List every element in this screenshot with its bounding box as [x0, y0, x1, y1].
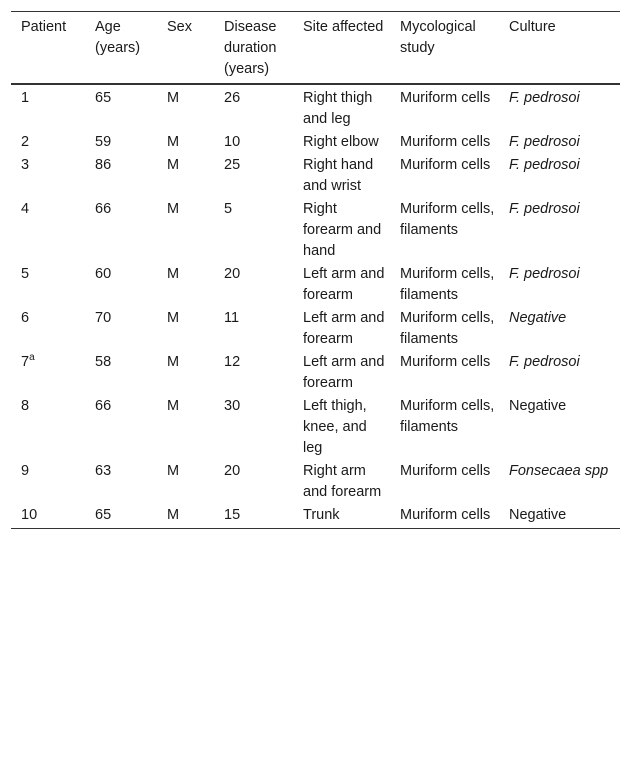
- cell-patient: [11, 155, 85, 199]
- cell-site-affected: [293, 155, 390, 199]
- cell-culture-text: F. pedrosoi: [509, 354, 580, 370]
- header-culture: Culture: [509, 19, 556, 35]
- cell-sex: [157, 308, 214, 352]
- cell-site-affected: [293, 308, 390, 352]
- cell-site-affected: [293, 132, 390, 155]
- cell-patient: [11, 132, 85, 155]
- cell-site-affected-text: Left arm and forearm: [303, 310, 385, 347]
- table-row: [11, 199, 620, 264]
- cell-age-text: 70: [95, 310, 112, 326]
- cell-sex: [157, 352, 214, 396]
- cell-patient-text: 9: [21, 463, 30, 479]
- cell-patient-text: 8: [21, 398, 30, 414]
- cell-mycological-study-text: Muriform cells, filaments: [400, 398, 495, 435]
- table-body: [11, 84, 620, 529]
- cell-disease-duration: [214, 505, 293, 529]
- table-row: [11, 84, 620, 132]
- cell-sex-text: M: [167, 134, 180, 150]
- cell-patient: [11, 461, 85, 505]
- cell-disease-duration: [214, 84, 293, 132]
- cell-sex: [157, 132, 214, 155]
- cell-site-affected-text: Right elbow: [303, 134, 379, 150]
- cell-patient: [11, 264, 85, 308]
- cell-age-text: 65: [95, 90, 112, 106]
- cell-site-affected-text: Left arm and forearm: [303, 354, 385, 391]
- cell-disease-duration-text: 25: [224, 157, 241, 173]
- cell-sex-text: M: [167, 398, 180, 414]
- table-row: [11, 264, 620, 308]
- header-mycological-study: Mycological study: [400, 19, 476, 56]
- cell-culture-text: F. pedrosoi: [509, 157, 580, 173]
- cell-age-text: 66: [95, 398, 112, 414]
- cell-patient: [11, 308, 85, 352]
- cell-age: [85, 396, 157, 461]
- cell-culture: [499, 264, 620, 308]
- header-site-affected: Site affected: [303, 19, 384, 35]
- cell-age-text: 86: [95, 157, 112, 173]
- cell-culture-text: F. pedrosoi: [509, 134, 580, 150]
- cell-mycological-study: [390, 505, 499, 529]
- cell-mycological-study: [390, 155, 499, 199]
- header-patient: Patient: [21, 19, 67, 35]
- cell-culture: [499, 308, 620, 352]
- cell-site-affected-text: Right arm and forearm: [303, 463, 382, 500]
- cell-culture-text: F. pedrosoi: [509, 266, 580, 282]
- cell-sex-text: M: [167, 354, 180, 370]
- cell-culture-text: F. pedrosoi: [509, 201, 580, 217]
- cell-age: [85, 155, 157, 199]
- table-row: [11, 155, 620, 199]
- patient-table-container: [11, 11, 620, 529]
- cell-patient: [11, 84, 85, 132]
- cell-culture: [499, 132, 620, 155]
- cell-disease-duration: [214, 308, 293, 352]
- cell-age-text: 66: [95, 201, 112, 217]
- cell-culture: [499, 155, 620, 199]
- cell-culture-text: Fonsecaea spp: [509, 463, 609, 479]
- table-row: [11, 505, 620, 529]
- table-row: [11, 308, 620, 352]
- cell-site-affected: [293, 352, 390, 396]
- cell-patient: [11, 352, 85, 396]
- header-row: [11, 12, 620, 85]
- table-row: [11, 461, 620, 505]
- cell-culture-text: F. pedrosoi: [509, 90, 580, 106]
- cell-site-affected-text: Right hand and wrist: [303, 157, 374, 194]
- cell-patient-text: 5: [21, 266, 30, 282]
- table-header: [11, 12, 620, 85]
- cell-mycological-study-text: Muriform cells: [400, 354, 491, 370]
- cell-age-text: 63: [95, 463, 112, 479]
- cell-site-affected-text: Trunk: [303, 507, 340, 523]
- cell-patient-text: 7: [21, 354, 30, 370]
- cell-site-affected: [293, 396, 390, 461]
- cell-disease-duration-text: 15: [224, 507, 241, 523]
- cell-sex-text: M: [167, 201, 180, 217]
- cell-age: [85, 308, 157, 352]
- cell-patient-text: 2: [21, 134, 30, 150]
- cell-culture-text: Negative: [509, 398, 567, 414]
- cell-culture: [499, 352, 620, 396]
- cell-patient-text: 4: [21, 201, 30, 217]
- cell-sex: [157, 505, 214, 529]
- cell-sex: [157, 155, 214, 199]
- cell-culture-text: Negative: [509, 310, 567, 326]
- cell-disease-duration: [214, 199, 293, 264]
- cell-mycological-study-text: Muriform cells: [400, 90, 491, 106]
- cell-disease-duration-text: 26: [224, 90, 241, 106]
- cell-mycological-study-text: Muriform cells: [400, 463, 491, 479]
- cell-age-text: 65: [95, 507, 112, 523]
- cell-disease-duration: [214, 352, 293, 396]
- cell-site-affected-text: Right thigh and leg: [303, 90, 373, 127]
- cell-mycological-study: [390, 461, 499, 505]
- cell-patient-text: 6: [21, 310, 30, 326]
- cell-site-affected: [293, 84, 390, 132]
- cell-sex: [157, 84, 214, 132]
- cell-age: [85, 132, 157, 155]
- cell-age-text: 58: [95, 354, 112, 370]
- cell-sex: [157, 396, 214, 461]
- cell-age: [85, 461, 157, 505]
- cell-culture: [499, 461, 620, 505]
- cell-mycological-study: [390, 396, 499, 461]
- cell-disease-duration-text: 5: [224, 201, 233, 217]
- cell-culture-text: Negative: [509, 507, 567, 523]
- cell-age-text: 59: [95, 134, 112, 150]
- cell-sex: [157, 199, 214, 264]
- cell-site-affected-text: Left arm and forearm: [303, 266, 385, 303]
- cell-mycological-study: [390, 264, 499, 308]
- cell-age: [85, 264, 157, 308]
- cell-patient: [11, 396, 85, 461]
- cell-culture: [499, 505, 620, 529]
- table-row: [11, 132, 620, 155]
- cell-disease-duration-text: 30: [224, 398, 241, 414]
- cell-culture: [499, 84, 620, 132]
- cell-mycological-study-text: Muriform cells, filaments: [400, 266, 495, 303]
- cell-site-affected: [293, 505, 390, 529]
- cell-patient-text: 10: [21, 507, 38, 523]
- cell-mycological-study: [390, 308, 499, 352]
- cell-age: [85, 352, 157, 396]
- cell-mycological-study-text: Muriform cells, filaments: [400, 201, 495, 238]
- cell-site-affected: [293, 199, 390, 264]
- cell-disease-duration-text: 12: [224, 354, 241, 370]
- patient-table: [11, 11, 620, 529]
- cell-disease-duration-text: 20: [224, 463, 241, 479]
- cell-disease-duration: [214, 264, 293, 308]
- cell-sex-text: M: [167, 266, 180, 282]
- cell-mycological-study-text: Muriform cells, filaments: [400, 310, 495, 347]
- footnote-marker: a: [29, 352, 35, 364]
- cell-sex-text: M: [167, 157, 180, 173]
- header-age: Age (years): [95, 19, 141, 56]
- cell-disease-duration: [214, 132, 293, 155]
- cell-patient: [11, 199, 85, 264]
- cell-disease-duration-text: 11: [224, 310, 240, 326]
- cell-sex: [157, 264, 214, 308]
- cell-disease-duration-text: 20: [224, 266, 241, 282]
- cell-sex-text: M: [167, 463, 180, 479]
- cell-mycological-study-text: Muriform cells: [400, 157, 491, 173]
- cell-disease-duration: [214, 461, 293, 505]
- cell-mycological-study: [390, 352, 499, 396]
- header-sex: Sex: [167, 19, 192, 35]
- cell-disease-duration-text: 10: [224, 134, 241, 150]
- table-row: [11, 396, 620, 461]
- cell-culture: [499, 199, 620, 264]
- header-disease-duration: Disease duration (years): [224, 19, 277, 77]
- cell-site-affected-text: Left thigh, knee, and leg: [303, 398, 367, 456]
- cell-disease-duration: [214, 155, 293, 199]
- cell-sex: [157, 461, 214, 505]
- cell-age-text: 60: [95, 266, 112, 282]
- cell-mycological-study: [390, 132, 499, 155]
- cell-patient-text: 1: [21, 90, 30, 106]
- cell-mycological-study-text: Muriform cells: [400, 507, 491, 523]
- cell-sex-text: M: [167, 90, 180, 106]
- cell-mycological-study: [390, 84, 499, 132]
- cell-disease-duration: [214, 396, 293, 461]
- cell-mycological-study: [390, 199, 499, 264]
- cell-sex-text: M: [167, 310, 180, 326]
- cell-culture: [499, 396, 620, 461]
- cell-sex-text: M: [167, 507, 180, 523]
- cell-site-affected-text: Right forearm and hand: [303, 201, 382, 259]
- table-row: [11, 352, 620, 396]
- cell-age: [85, 199, 157, 264]
- cell-mycological-study-text: Muriform cells: [400, 134, 491, 150]
- cell-site-affected: [293, 264, 390, 308]
- cell-age: [85, 505, 157, 529]
- cell-site-affected: [293, 461, 390, 505]
- cell-patient: [11, 505, 85, 529]
- cell-age: [85, 84, 157, 132]
- cell-patient-text: 3: [21, 157, 30, 173]
